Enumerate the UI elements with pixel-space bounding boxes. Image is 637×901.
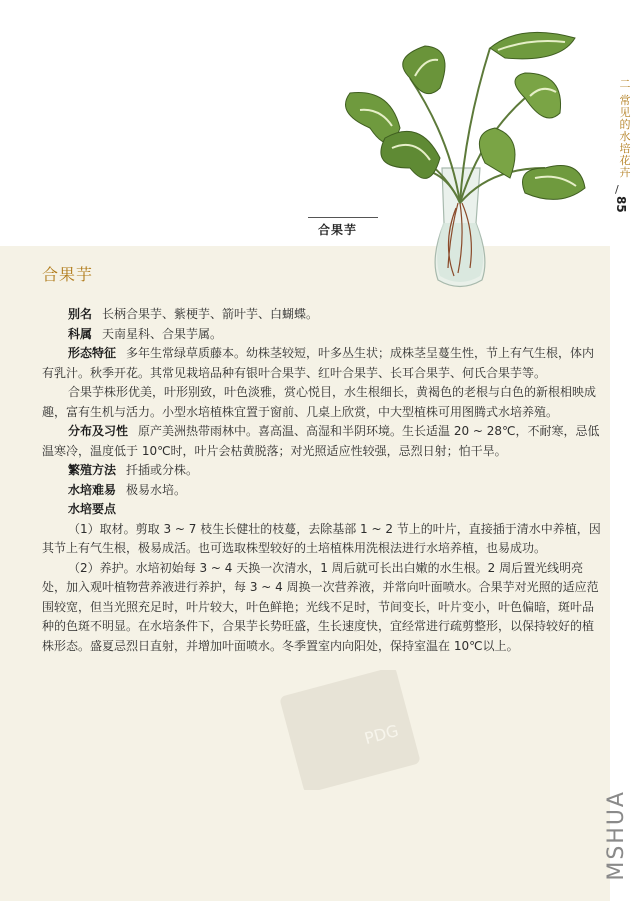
alias-text: 长柄合果芋、紫梗芋、箭叶芋、白蝴蝶。 (102, 307, 319, 321)
watermark-logo: PDG (362, 720, 401, 749)
entry-family (42, 325, 604, 345)
entry-morphology (42, 344, 604, 383)
diff-text: 极易水培。 (126, 482, 187, 497)
point-1: （1）取材。剪取 3 ~ 7 枝生长健壮的枝蔓，去除基部 1 ~ 2 节上的叶片，直接插于清水中养植，因其节上有气生根，极易成活。也可选取株型较好的土培植株用洗根法进行水培养植，也易成功。 (42, 521, 601, 555)
family-label: 科属 (68, 326, 93, 341)
section-title: 合果芋 (42, 265, 94, 284)
prop-label: 繁殖方法 (68, 463, 117, 477)
prop-text: 扦插或分株。 (126, 463, 199, 477)
caption-rule (308, 217, 378, 218)
plant-illustration (330, 18, 590, 303)
morph-label: 形态特征 (68, 346, 117, 360)
family-text: 天南星科、合果芋属。 (102, 326, 223, 341)
points-heading: 水培要点 (68, 502, 117, 516)
entry-propagation (42, 461, 604, 481)
article-body (42, 305, 604, 656)
habit-text: 原产美洲热带雨林中。喜高温、高湿和半阴环境。生长适温 20 ~ 28℃，不耐寒，忌低温寒冷，温度低于 10℃时，叶片会枯黄脱落；对光照适应性较强，忌烈日射；怕干旱。 (42, 424, 600, 458)
entry-alias (42, 305, 604, 325)
diff-label: 水培难易 (68, 482, 117, 497)
entry-difficulty (42, 481, 604, 501)
watermark-stamp (270, 670, 430, 790)
side-separator: / (615, 183, 619, 196)
chapter-side-label: 二 常见的水培花卉 (618, 78, 631, 179)
vase-water (437, 223, 483, 282)
entry-habit (42, 422, 604, 461)
figure-caption: 合果芋 (318, 223, 358, 237)
alias-label: 别名 (68, 307, 93, 321)
habit-label: 分布及习性 (68, 424, 129, 438)
page-number: 85 (614, 196, 628, 213)
morph-text: 多年生常绿草质藤本。幼株茎较短，叶多丛生状；成株茎呈蔓生性，节上有气生根，体内有乳汁。秋季开花。其常见栽培品种有银叶合果芋、红叶合果芋、长耳合果芋、何氏合果芋等。 (42, 346, 595, 380)
point-2: （2）养护。水培初始每 3 ~ 4 天换一次清水，1 周后就可长出白嫩的水生根。2 周后置光线明亮处，加入观叶植物营养液进行养护，每 3 ~ 4 周换一次营养液，并常向叶面喷水。合果芋对光照的适应范围较宽，但当光照充足时，叶片较大，叶色鲜艳；光线不足时，节间变长，叶片变小，叶色偏暗，斑叶品种的色斑不明显。在水培条件下，合果芋长势旺盛，生长速度快，宜经常进行疏剪整形，以保持较好的植株形态。盛夏忌烈日直射，并增加叶面喷水。冬季置室内向阳处，保持室温在 10℃以上。 (42, 560, 599, 653)
entry-appeal: 合果芋株形优美，叶形别致，叶色淡雅，赏心悦目，水生根细长，黄褐色的老根与白色的新根相映成趣，富有生机与活力。小型水培植株宜置于窗前、几桌上欣赏，中大型植株可用图腾式水培养殖。 (42, 385, 597, 419)
side-watermark-text: MSHUA (604, 790, 629, 881)
